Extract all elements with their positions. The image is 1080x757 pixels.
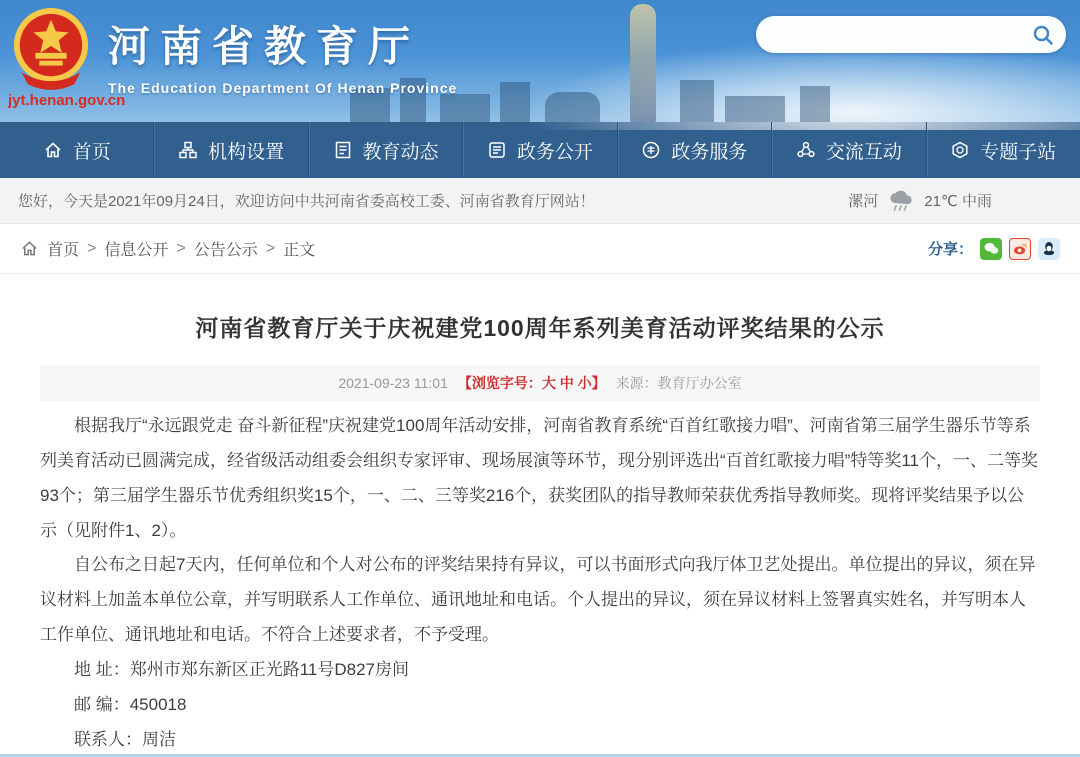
- gov-service-icon: [641, 140, 661, 160]
- rain-cloud-icon: [886, 189, 916, 213]
- contact-address: 地 址：郑州市郑东新区正光路11号D827房间: [74, 659, 410, 679]
- search-input[interactable]: [774, 27, 1032, 43]
- breadcrumb-separator: >: [176, 239, 186, 257]
- article-source: 来源：教育厅办公室: [615, 375, 742, 391]
- site-url[interactable]: jyt.henan.gov.cn: [8, 92, 126, 109]
- site-brand: [108, 14, 457, 96]
- paragraph: 根据我厅“永远跟党走 奋斗新征程”庆祝建党100周年活动安排，河南省教育系统“百首红歌接力唱”、河南省第三届学生器乐节等系列美育活动已圆满完成，经省级活动组委会组织专家评审、现场展演等环节，现分别评选出“百首红歌接力唱”特等奖11个，一、二等奖93个；第三届学生器乐节优秀组织奖15个，一、二、三等奖216个，获奖团队的指导教师荣获优秀指导教师奖。现将评奖结果予以公示（见附件1、2）。: [40, 416, 1038, 540]
- nav-item-interaction[interactable]: [771, 122, 925, 178]
- breadcrumb-bar: [0, 224, 1080, 274]
- contact-zipcode: 邮 编：450018: [74, 694, 187, 714]
- weibo-icon[interactable]: [1009, 238, 1031, 260]
- breadcrumb-separator: >: [265, 239, 276, 257]
- article-title: 河南省教育厅关于庆祝建党100周年系列美育活动评奖结果的公示: [195, 315, 885, 341]
- qq-icon[interactable]: [1038, 238, 1060, 260]
- nav-item-gov-service[interactable]: [617, 122, 771, 178]
- weather-widget[interactable]: [848, 189, 992, 213]
- publish-datetime: 2021-09-23 11:01: [338, 375, 448, 391]
- nav-label: 机构设置: [208, 141, 285, 163]
- paragraph: 自公布之日起7天内，任何单位和个人对公布的评奖结果持有异议，可以书面形式向我厅体卫艺处提出。单位提出的异议，须在异议材料上加盖本单位公章，并写明联系人工作单位、通讯地址和电话。个人提出的异议，须在异议材料上签署真实姓名，并写明本人工作单位、通讯地址和电话。不符合上述要求者，不予受理。: [40, 555, 1036, 645]
- nav-label: 专题子站: [980, 141, 1057, 163]
- nav-item-edu-news[interactable]: [308, 122, 462, 178]
- org-chart-icon: [178, 140, 198, 160]
- breadcrumb-separator: >: [87, 239, 97, 257]
- site-title-en: The Education Department Of Henan Province: [108, 80, 458, 96]
- nav-label: 交流互动: [825, 141, 902, 163]
- nav-item-gov-open[interactable]: [462, 122, 616, 178]
- home-outline-icon: [20, 239, 39, 258]
- interaction-icon: [796, 140, 816, 160]
- nav-label: 政务服务: [671, 141, 748, 163]
- nav-item-subsites[interactable]: [926, 122, 1080, 178]
- national-emblem-icon: [12, 4, 90, 92]
- nav-item-org[interactable]: [153, 122, 307, 178]
- nav-item-home[interactable]: [0, 122, 153, 178]
- news-doc-icon: [333, 140, 353, 160]
- nav-label: 政务公开: [516, 141, 593, 163]
- gov-open-icon: [487, 140, 507, 160]
- share-widget: [928, 238, 1060, 260]
- home-icon: [43, 140, 63, 160]
- tower-silhouette: [630, 4, 656, 122]
- font-size-switcher[interactable]: 【浏览字号：大 中 小】: [457, 375, 606, 391]
- share-label: 分享：: [927, 241, 973, 258]
- nav-label: 教育动态: [362, 141, 439, 163]
- weather-city: 漯河: [848, 193, 879, 210]
- weather-text: 21℃ 中雨: [924, 193, 992, 210]
- search-box: [756, 16, 1066, 53]
- breadcrumb-current: 正文: [283, 242, 316, 259]
- main-nav: [0, 122, 1080, 178]
- wechat-icon[interactable]: [980, 238, 1002, 260]
- article-meta: [40, 365, 1040, 401]
- info-bar: [0, 178, 1080, 224]
- breadcrumb-info-open[interactable]: 信息公开: [104, 242, 169, 259]
- nav-label: 首页: [72, 141, 111, 163]
- subsite-icon: [950, 140, 970, 160]
- breadcrumb-home[interactable]: 首页: [47, 242, 80, 259]
- article-body: [40, 409, 1040, 757]
- article: [0, 310, 1080, 757]
- breadcrumb: [20, 237, 315, 260]
- greeting-text: 您好，今天是2021年09月24日，欢迎访问中共河南省委高校工委、河南省教育厅网站！: [18, 193, 595, 210]
- site-title: 河南省教育厅: [108, 23, 421, 70]
- breadcrumb-notices[interactable]: 公告公示: [193, 242, 258, 259]
- site-header: [0, 0, 1080, 122]
- search-icon[interactable]: [1032, 24, 1054, 46]
- contact-person: 联系人：周洁: [74, 729, 176, 749]
